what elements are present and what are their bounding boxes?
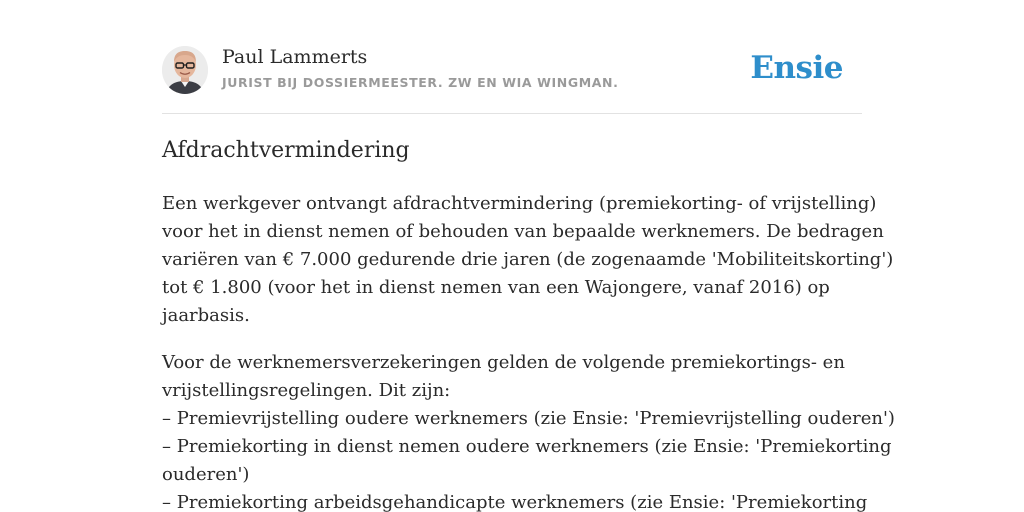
article-body [162, 190, 895, 512]
paragraph-line: tot € 1.800 (voor het in dienst nemen van een Wajongere, vanaf 2016) op [162, 277, 830, 298]
article-title: Afdrachtvermindering [162, 138, 410, 163]
list-item: – Premievrijstelling oudere werknemers (zie Ensie: 'Premievrijstelling ouderen') [162, 408, 895, 429]
paragraph-line: Een werkgever ontvangt afdrachtvermindering (premiekorting- of vrijstelling) [162, 193, 877, 214]
author-bio: JURIST BIJ DOSSIERMEESTER. ZW EN WIA WINGMAN. [222, 75, 619, 90]
list-item-continuation: ouderen') [162, 464, 250, 485]
list-item: – Premiekorting arbeidsgehandicapte werknemers (zie Ensie: 'Premiekorting [162, 492, 868, 512]
article-header [162, 44, 862, 114]
ensie-logo[interactable]: Ensie [750, 50, 843, 86]
paragraph-line: variëren van € 7.000 gedurende drie jaren (de zogenaamde 'Mobiliteitskorting') [162, 249, 894, 270]
paragraph-line: jaarbasis. [162, 305, 250, 326]
article-paragraph [162, 190, 894, 330]
paragraph-line: Voor de werknemersverzekeringen gelden de volgende premiekortings- en [162, 352, 845, 373]
paragraph-line: vrijstellingsregelingen. Dit zijn: [162, 380, 451, 401]
author-name[interactable]: Paul Lammerts [222, 46, 368, 68]
author-avatar[interactable] [162, 46, 208, 94]
author-photo-icon [162, 46, 208, 94]
list-item: – Premiekorting in dienst nemen oudere werknemers (zie Ensie: 'Premiekorting [162, 436, 892, 457]
paragraph-line: voor het in dienst nemen of behouden van bepaalde werknemers. De bedragen [162, 221, 884, 242]
article-paragraph [162, 349, 895, 512]
